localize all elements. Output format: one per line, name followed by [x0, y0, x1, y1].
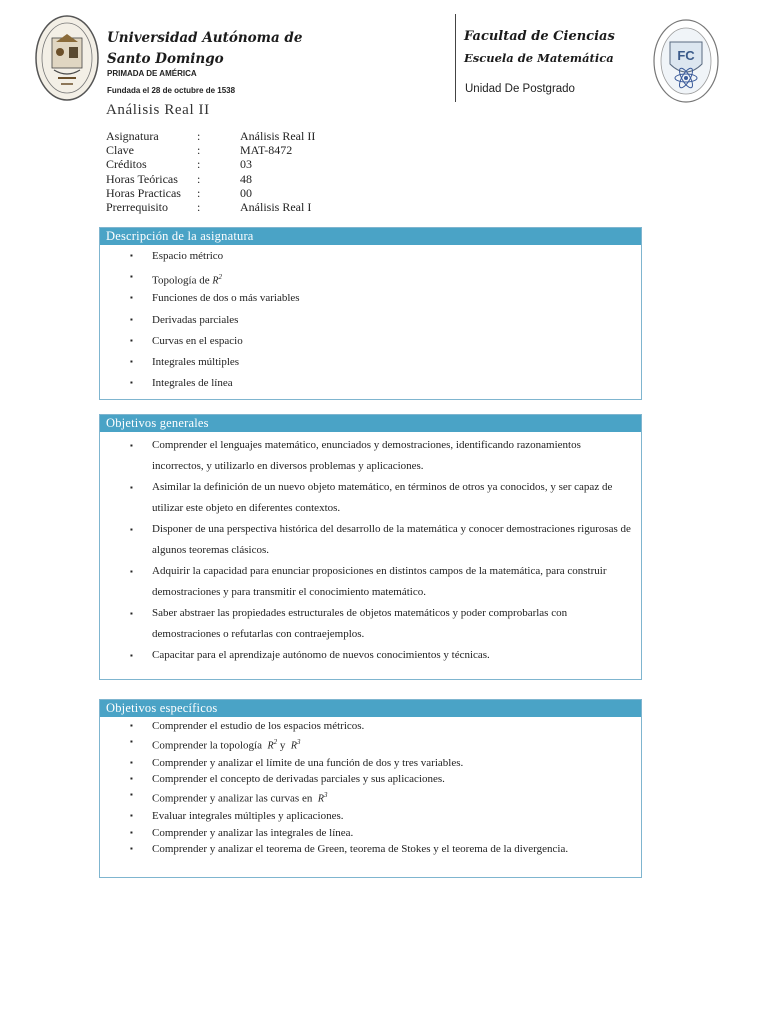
- list-item: ▪ Curvas en el espacio: [130, 334, 243, 347]
- bullet-icon: ▪: [130, 378, 133, 388]
- section-header: Objetivos generales: [100, 415, 641, 432]
- bullet-icon: ▪: [130, 790, 133, 800]
- info-key: Asignatura: [106, 129, 159, 143]
- faculty-seal-logo: [652, 18, 720, 104]
- math-r: R: [317, 794, 324, 806]
- info-separator: :: [197, 171, 201, 186]
- bullet-icon: ▪: [130, 441, 133, 450]
- section-header: Objetivos específicos: [100, 700, 641, 717]
- bullet-icon: ▪: [130, 758, 133, 768]
- bullet-icon: ▪: [130, 483, 133, 492]
- list-item: ▪ Saber abstraer las propiedades estructurales de objetos matemáticos y poder comprobarlas con demostraciones o refutarlas con contraejemplos.: [100, 603, 641, 645]
- bullet-icon: ▪: [130, 567, 133, 576]
- section-header: Descripción de la asignatura: [100, 228, 641, 245]
- info-key: Clave: [106, 143, 134, 158]
- bullet-icon: ▪: [130, 843, 133, 853]
- info-value: 03: [240, 157, 252, 172]
- superscript: 3: [323, 791, 328, 800]
- bullet-icon: ▪: [130, 314, 133, 324]
- description-list: [100, 245, 641, 397]
- bullet-icon: ▪: [130, 525, 133, 534]
- math-r: R: [290, 740, 297, 752]
- list-item: ▪ Comprender y analizar las curvas en $R^3$: [100, 787, 641, 808]
- info-separator: :: [197, 157, 201, 172]
- info-separator: :: [197, 199, 201, 214]
- specific-objectives-list: [100, 717, 641, 857]
- math-r: R: [212, 275, 219, 287]
- info-separator: :: [197, 185, 201, 200]
- bullet-icon: ▪: [130, 335, 133, 345]
- school-name: Escuela de Matemática: [464, 51, 614, 65]
- math-r: R: [267, 740, 274, 752]
- header-divider: [455, 14, 456, 102]
- info-separator: :: [197, 129, 201, 143]
- svg-text:FC: FC: [677, 48, 695, 63]
- list-item: ▪ Funciones de dos o más variables: [130, 292, 300, 305]
- info-separator: :: [197, 143, 201, 158]
- info-value: MAT-8472: [240, 143, 293, 158]
- list-item: ▪ Derivadas parciales: [130, 313, 239, 326]
- general-objectives-section: [99, 414, 642, 680]
- list-item: ▪ Comprender y analizar el teorema de Green, teorema de Stokes y el teorema de la divergencia.: [100, 841, 641, 857]
- list-item: ▪ Adquirir la capacidad para enunciar proposiciones en distintos campos de la matemática, para construir demostraciones y para transmitir el conocimiento matemático.: [100, 561, 641, 603]
- founded-date: Fundada el 28 de octubre de 1538: [107, 86, 236, 95]
- info-value: 48: [240, 171, 252, 186]
- list-item: ▪ Comprender y analizar el límite de una función de dos y tres variables.: [100, 755, 641, 771]
- bullet-icon: ▪: [130, 251, 133, 260]
- info-key: Prerrequisito: [106, 199, 168, 214]
- info-value: 00: [240, 185, 252, 200]
- info-key: Horas Teóricas: [106, 171, 178, 186]
- superscript: 2: [273, 738, 278, 747]
- university-seal-logo: [34, 14, 100, 102]
- list-item: ▪ Comprender la topología $R^2$ y $R^3$: [100, 734, 641, 755]
- info-key: Créditos: [106, 157, 147, 172]
- bullet-icon: ▪: [130, 651, 133, 660]
- list-item: ▪ Disponer de una perspectiva histórica del desarrollo de la matemática y conocer demostraciones rigurosas de algunos teoremas clásicos.: [100, 519, 641, 561]
- info-value: Análisis Real I: [240, 199, 312, 214]
- unit-name: Unidad De Postgrado: [465, 83, 575, 95]
- bullet-icon: ▪: [130, 774, 133, 784]
- list-item: ▪ Integrales múltiples: [130, 355, 240, 368]
- list-item: ▪ Capacitar para el aprendizaje autónomo de nuevos conocimientos y técnicas.: [100, 645, 641, 666]
- list-item: ▪ Comprender el concepto de derivadas parciales y sus aplicaciones.: [100, 771, 641, 787]
- university-name: Universidad Autónoma de Santo Domingo: [107, 30, 303, 67]
- bullet-icon: ▪: [130, 721, 133, 730]
- info-value: Análisis Real II: [240, 129, 316, 143]
- bullet-icon: ▪: [130, 737, 133, 747]
- description-section: [99, 227, 642, 400]
- list-item: ▪ Comprender el lenguajes matemático, enunciados y demostraciones, identificando razonamientos incorrectos, y utilizarlo en diversos problemas y aplicaciones.: [100, 435, 641, 477]
- list-item: ▪ Asimilar la definición de un nuevo objeto matemático, en términos de otros ya conocidos, y ser capaz de utilizar este objeto en diferentes contextos.: [100, 477, 641, 519]
- list-item: ▪ Integrales de línea: [130, 377, 233, 390]
- bullet-icon: ▪: [130, 827, 133, 837]
- list-item: ▪ Comprender y analizar las integrales de línea.: [100, 825, 641, 841]
- general-objectives-list: [100, 432, 641, 666]
- bullet-icon: ▪: [130, 356, 133, 366]
- info-key: Horas Practicas: [106, 185, 181, 200]
- list-item: ▪ Comprender el estudio de los espacios métricos.: [100, 718, 641, 734]
- specific-objectives-section: [99, 699, 642, 878]
- primada-subtitle: PRIMADA DE AMÉRICA: [107, 69, 197, 78]
- bullet-icon: ▪: [130, 272, 133, 282]
- bullet-icon: ▪: [130, 293, 133, 303]
- superscript: 2: [218, 273, 222, 282]
- list-item: ▪ Topología de $R^2$: [130, 272, 222, 287]
- faculty-name: Facultad de Ciencias: [464, 29, 615, 44]
- bullet-icon: ▪: [130, 811, 133, 821]
- superscript: 3: [296, 738, 301, 747]
- course-title: Análisis Real II: [106, 102, 210, 118]
- bullet-icon: ▪: [130, 609, 133, 618]
- list-item: ▪ Evaluar integrales múltiples y aplicaciones.: [100, 808, 641, 824]
- list-item: ▪ Espacio métrico: [130, 250, 224, 262]
